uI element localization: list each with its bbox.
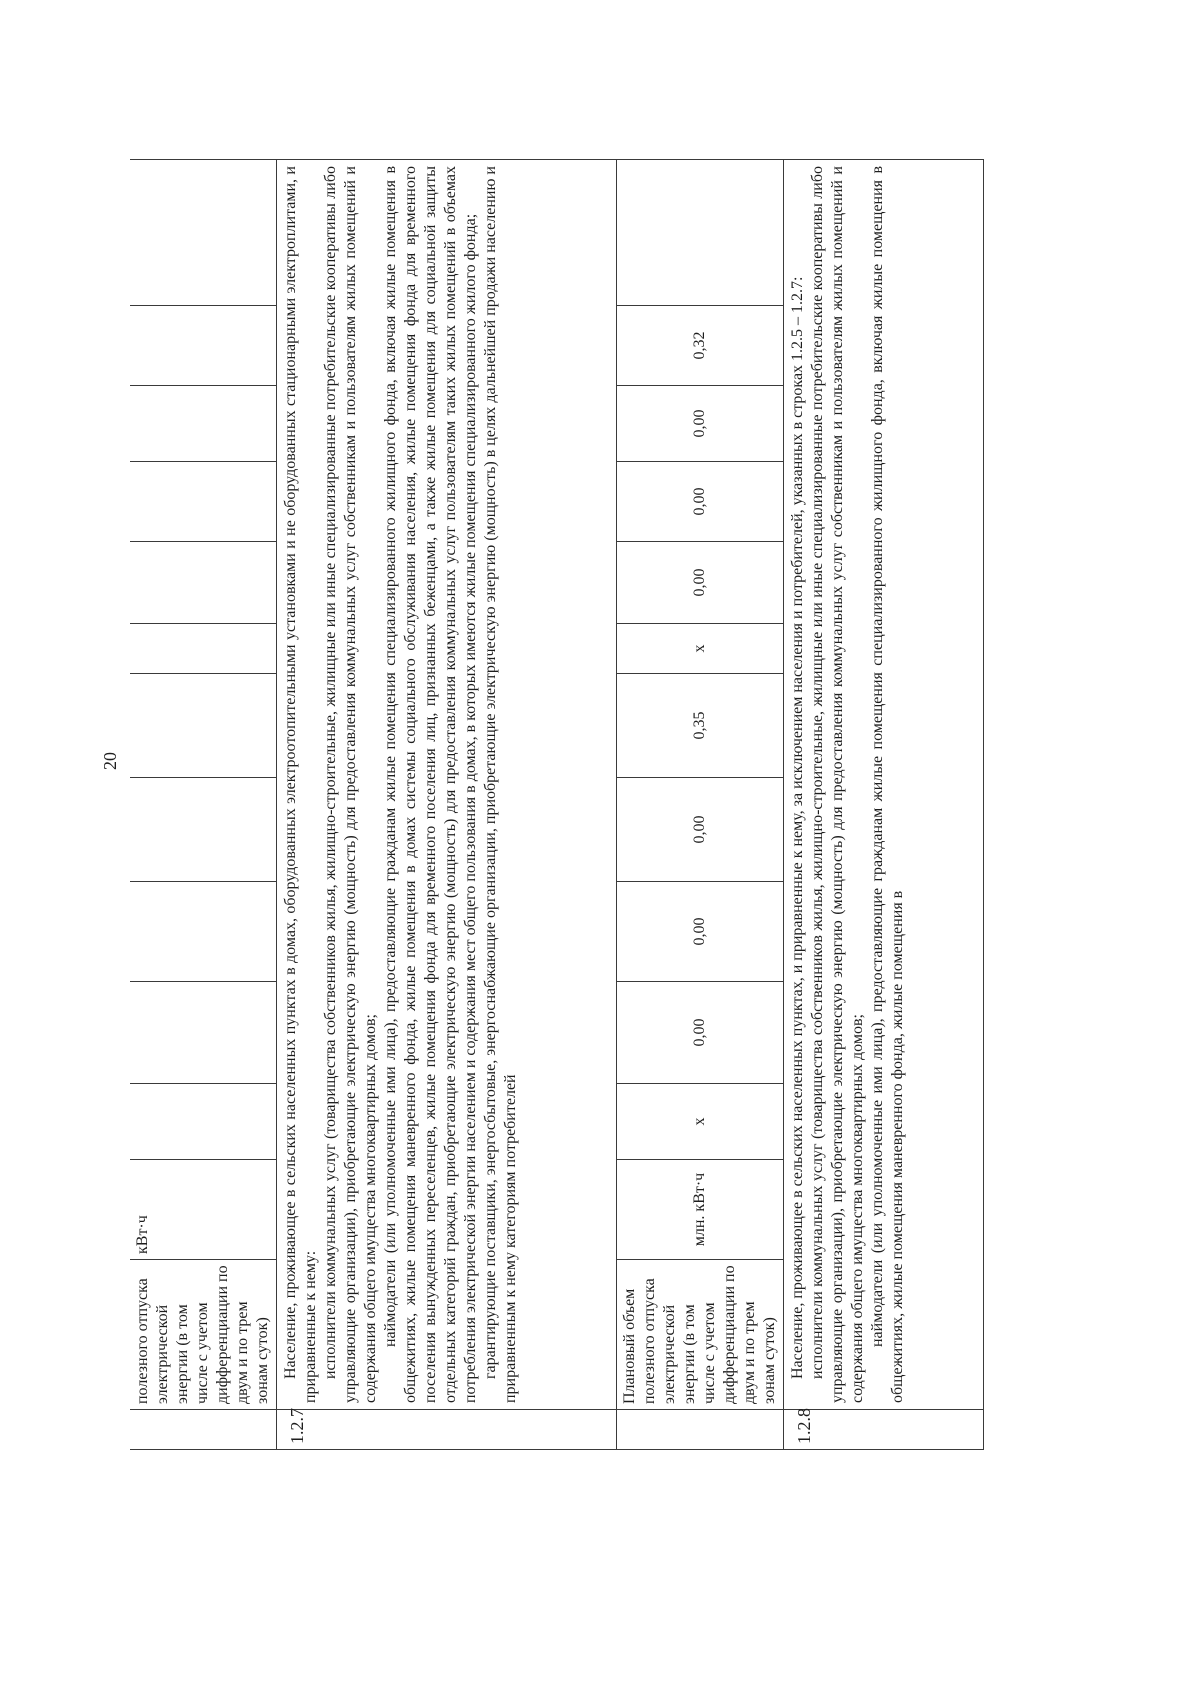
paragraph: Население, проживающее в сельских населенных пунктах, и приравненные к нему, за исключением населения и потребителей, указанных в строках 1.2.5 – 1.2.7: — [789, 276, 806, 1379]
value-cell: 0,00 — [617, 386, 784, 462]
row-number: 1.2.8 — [784, 1410, 984, 1450]
table-row-1-2-7 — [277, 160, 617, 1450]
value-cell — [617, 160, 784, 306]
value-cell — [130, 882, 277, 982]
value-cell: х — [617, 1084, 784, 1160]
paragraph: наймодатели (или уполномоченные ими лица), предоставляющие гражданам жилые помещения специализированного жилищного фонда, включая жилые помещения в общежитиях, жилые помещения маневренного фонда, жилые помещения в — [869, 166, 906, 1403]
paragraph: Население, проживающее в сельских населенных пунктах в домах, оборудованных электроотопительными установками и не оборудованных стационарными электроплитами, и приравненные к нему: — [282, 166, 319, 1403]
paragraph: исполнители коммунальных услуг (товарищества собственников жилья, жилищно-строительные, жилищные или иные специализированные потребительские кооперативы либо управляющие организации), приобретающие электрическую энергию (мощность) для предоставления коммунальных услуг собственникам и пользователям жилых помещений и содержания общего имущества многоквартирных домов; — [809, 166, 866, 1403]
rotated-page-content — [130, 160, 1090, 1450]
row-label: Плановый объем полезного отпуска электрической энергии (в том числе с учетом дифференциации по двум и по трем зонам суток) — [617, 1260, 784, 1410]
row-label: полезного отпуска электрической энергии (в том числе с учетом дифференциации по двум и по трем зонам суток) — [130, 1260, 277, 1410]
value-cell — [130, 778, 277, 882]
value-cell: 0,32 — [617, 306, 784, 386]
value-cell: 0,00 — [617, 542, 784, 624]
row-description — [784, 160, 984, 1410]
value-cell — [130, 386, 277, 462]
row-description — [277, 160, 617, 1410]
value-cell: 0,00 — [617, 462, 784, 542]
tariff-table — [130, 159, 984, 1450]
value-cell: 0,00 — [617, 982, 784, 1084]
value-cell: 0,35 — [617, 674, 784, 778]
page-number: 20 — [100, 752, 120, 770]
paragraph: гарантирующие поставщики, энергосбытовые, энергоснабжающие организации, приобретающие электрическую энергию (мощность) в целях дальнейшей продажи населению и приравненным к нему категориям потребителей — [482, 166, 519, 1403]
value-cell — [130, 462, 277, 542]
table-row-planned-volume — [617, 160, 784, 1450]
value-cell — [130, 674, 277, 778]
value-cell — [130, 982, 277, 1084]
unit-cell: кВт·ч — [130, 1160, 277, 1260]
row-number: 1.2.7 — [277, 1410, 617, 1450]
value-cell: 0,00 — [617, 882, 784, 982]
value-cell — [130, 624, 277, 674]
table-row-1-2-8 — [784, 160, 984, 1450]
row-number — [617, 1410, 784, 1450]
table-row-continuation — [130, 160, 277, 1450]
row-number — [130, 1410, 277, 1450]
value-cell — [130, 306, 277, 386]
unit-cell: млн. кВт·ч — [617, 1160, 784, 1260]
value-cell — [130, 542, 277, 624]
paragraph: наймодатели (или уполномоченные ими лица), предоставляющие гражданам жилые помещения специализированного жилищного фонда, включая жилые помещения в общежитиях, жилые помещения маневренного фонда, жилые помещения в домах системы социального обслуживания населения, жилые помещения фонда для временного поселения вынужденных переселенцев, жилые помещения фонда для временного поселения лиц, признанных беженцами, а также жилые помещения для социальной защиты отдельных категорий граждан, приобретающие электрическую энергию (мощность) для предоставления коммунальных услуг пользователям таких жилых помещений в объемах потребления электрической энергии населением и содержания мест общего пользования в домах, в которых имеются жилые помещения специализированного жилого фонда; — [382, 166, 479, 1403]
value-cell: х — [617, 624, 784, 674]
value-cell — [130, 1084, 277, 1160]
paragraph: исполнители коммунальных услуг (товарищества собственников жилья, жилищно-строительные, жилищные или иные специализированные потребительские кооперативы либо управляющие организации), приобретающие электрическую энергию (мощность) для предоставления коммунальных услуг собственникам и пользователям жилых помещений и содержания общего имущества многоквартирных домов; — [322, 166, 379, 1403]
value-cell — [130, 160, 277, 306]
value-cell: 0,00 — [617, 778, 784, 882]
